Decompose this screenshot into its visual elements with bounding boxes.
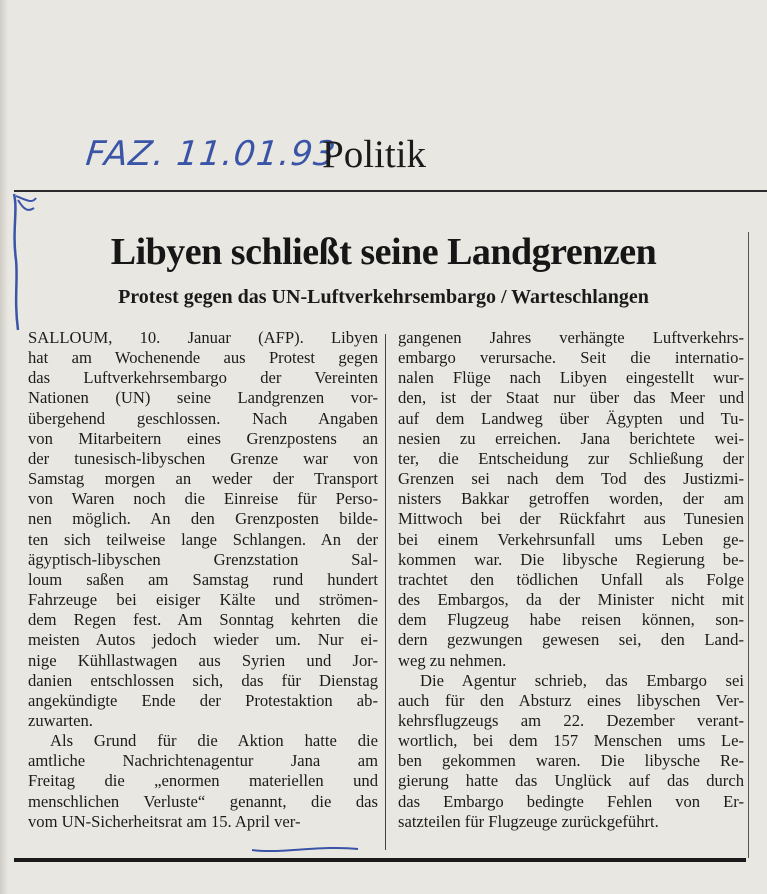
article-text-line: das Luftverkehrsembargo der Vereinten [28,368,378,388]
article-text-line: wortlich, bei dem 157 Menschen ums Le- [398,731,744,751]
article-text-line: dem Regen fest. Am Sonntag kehrten die [28,610,378,630]
article-text-line: ter, die Entscheidung zur Schließung der [398,448,744,468]
article-text-line: kehrsflugzeugs am 22. Dezember verant- [398,710,744,730]
article-text-line: trachtet den tödlichen Unfall als Folge [398,569,744,589]
clipping-edge-line [748,232,749,858]
article-text-line: hat am Wochenende aus Protest gegen [28,348,378,368]
article-text-line: nige Kühllastwagen aus Syrien und Jor- [28,650,378,670]
article-text-line: ägyptisch-libyschen Grenzstation Sal- [28,549,378,569]
article-text-line: ben gekommen waren. Die libysche Re- [398,751,744,771]
article-text-line: gangenen Jahres verhängte Luftverkehrs- [398,328,744,347]
article-column-right [398,328,744,832]
article-text-line: satzteilen für Flugzeuge zurückgeführt. [398,811,659,831]
article-column-left [28,328,378,832]
article-text-line: übergehend geschlossen. Nach Angaben [28,408,378,428]
article-text-line: Die Agentur schrieb, das Embargo sei [420,670,744,690]
article-text-line: Fahrzeuge bei eisiger Kälte und strömen- [28,590,378,610]
article-text-line: menschlichen Verluste“ genannt, die das [28,791,378,811]
article-text-line: Nationen (UN) seine Landgrenzen vor- [28,388,378,408]
article-text-line: auch für den Absturz eines libyschen Ver- [398,690,744,710]
article-text-line: auf dem Landweg über Ägypten und Tu- [398,408,744,428]
article-text-line: dem Flugzeug habe reisen können, son- [398,610,744,630]
header-rule [14,190,767,192]
article-text-line: nalen Flüge nach Libyen eingestellt wur- [398,368,744,388]
pen-underline-icon [250,842,360,856]
article-text-line: von Waren noch die Einreise für Perso- [28,489,378,509]
article-text-line: danien entschlossen sich, das für Dienstag [28,670,378,690]
article-text-line: von Mitarbeitern eines Grenzpostens an [28,428,378,448]
article-text-line: den, ist der Staat nur über das Meer und [398,388,744,408]
article-text-line: nisters Bakkar getroffen worden, der am [398,489,744,509]
article-text-line: Samstag morgen an weder der Transport [28,469,378,489]
article-text-line: nen möglich. An den Grenzposten bilde- [28,509,378,529]
article-text-line: zuwarten. [28,710,93,730]
article-text-line: Freitag die „enormen materiellen und [28,771,378,791]
article-text-line: gierung hatte das Unglück auf das durch [398,771,744,791]
article-text-line: weg zu nehmen. [398,650,507,670]
article-text-line: vom UN-Sicherheitsrat am 15. April ver- [28,811,301,831]
article-text-line: angekündigte Ende der Protestaktion ab- [28,690,378,710]
article-subheadline: Protest gegen das UN-Luftverkehrsembargo / Warteschlangen [118,286,649,308]
article-text-line: des Embargos, da der Minister nicht mit [398,590,744,610]
article-text-line: loum saßen am Samstag rund hundert [28,569,378,589]
article-text-line: Grenzen sei nach dem Tod des Justizmi- [398,469,744,489]
section-title: Politik [322,133,427,176]
article-text-line: das Embargo bedingte Fehlen von Er- [398,791,744,811]
footer-rule [14,858,746,862]
column-divider [385,334,386,850]
article-text-line: meisten Autos jedoch wieder um. Nur ei- [28,630,378,650]
paper-edge [0,0,8,894]
handwritten-source-note: FAZ. 11.01.93 [83,134,339,174]
article-text-line: Mittwoch bei der Rückfahrt aus Tunesien [398,509,744,529]
article-text-line: nesien zu erreichen. Jana berichtete wei- [398,428,744,448]
article-text-line: kommen war. Die libysche Regierung be- [398,549,744,569]
article-text-line: Als Grund für die Aktion hatte die [50,731,378,751]
article-text-line: dern gezwungen gewesen sei, den Land- [398,630,744,650]
article-text-line: der tunesisch-libyschen Grenze war von [28,448,378,468]
article-text-line: ten sich teilweise lange Schlangen. An der [28,529,378,549]
article-text-line: embargo verursache. Seit die internatio- [398,348,744,368]
article-text-line: amtliche Nachrichtenagentur Jana am [28,751,378,771]
article-text-line: bei einem Verkehrsunfall ums Leben ge- [398,529,744,549]
article-headline: Libyen schließt seine Landgrenzen [110,231,657,273]
article-text-line: SALLOUM, 10. Januar (AFP). Libyen [28,328,378,347]
